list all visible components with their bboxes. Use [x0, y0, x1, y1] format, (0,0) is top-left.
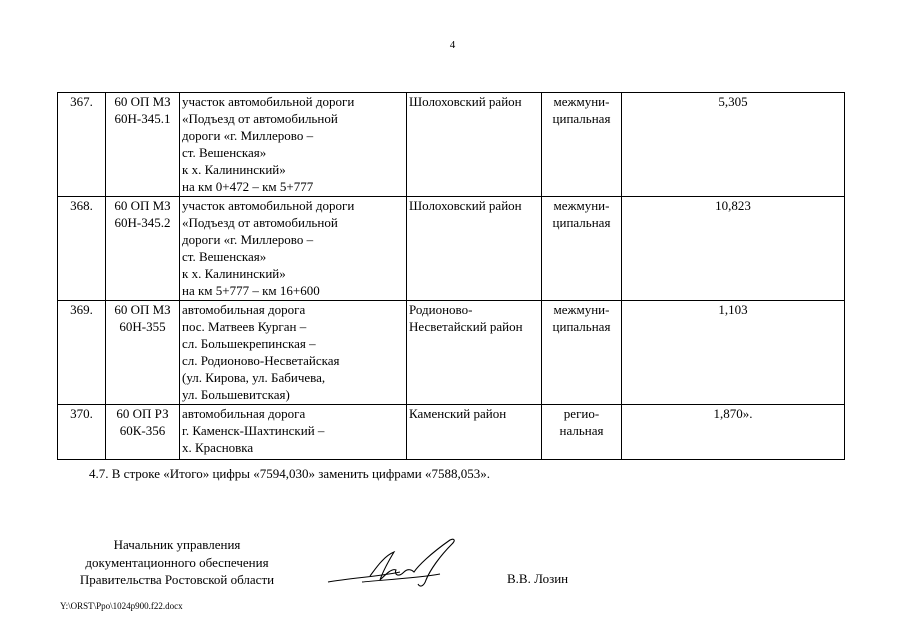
table-row — [58, 93, 845, 197]
significance: межмуни- ципальная — [542, 197, 622, 301]
district: Шолоховский район — [407, 197, 542, 301]
row-number: 369. — [58, 301, 106, 405]
district: Родионово- Несветайский район — [407, 301, 542, 405]
road-code: 60 ОП МЗ 60Н-345.1 — [106, 93, 180, 197]
row-number: 370. — [58, 405, 106, 460]
road-name: автомобильная дорога г. Каменск-Шахтинский – х. Красновка — [180, 405, 407, 460]
road-length: 1,103 — [622, 301, 845, 405]
row-number: 367. — [58, 93, 106, 197]
signer-name: В.В. Лозин — [507, 571, 569, 586]
handwritten-signature — [322, 532, 472, 594]
file-path: Y:\ORST\Ppo\1024p900.f22.docx — [60, 601, 183, 611]
road-length: 5,305 — [622, 93, 845, 197]
significance: межмуни- ципальная — [542, 93, 622, 197]
amendment-note: 4.7. В строке «Итого» цифры «7594,030» заменить цифрами «7588,053». — [89, 466, 490, 481]
road-code: 60 ОП МЗ 60Н-345.2 — [106, 197, 180, 301]
table-row — [58, 301, 845, 405]
road-name: участок автомобильной дороги «Подъезд от автомобильной дороги «г. Миллерово – ст. Вешенская» к х. Калининский» на км 0+472 – км 5+777 — [180, 93, 407, 197]
position-line: Правительства Ростовской области — [79, 572, 275, 587]
road-name: автомобильная дорога пос. Матвеев Курган – сл. Большекрепинская – сл. Родионово-Несветайская (ул. Кирова, ул. Бабичева, ул. Большевитская) — [180, 301, 407, 405]
road-name: участок автомобильной дороги «Подъезд от автомобильной дороги «г. Миллерово – ст. Вешенская» к х. Калининский» на км 5+777 – км 16+600 — [180, 197, 407, 301]
page-number: 4 — [449, 39, 456, 51]
position-line: документационного обеспечения — [85, 554, 269, 570]
significance: межмуни- ципальная — [542, 301, 622, 405]
table-row — [58, 197, 845, 301]
table-row — [58, 405, 845, 460]
road-length: 10,823 — [622, 197, 845, 301]
position-line: Начальник управления — [113, 537, 241, 552]
signer-position — [57, 536, 297, 589]
road-code: 60 ОП МЗ 60Н-355 — [106, 301, 180, 405]
district: Каменский район — [407, 405, 542, 460]
significance: регио- нальная — [542, 405, 622, 460]
roads-table — [57, 92, 845, 460]
district: Шолоховский район — [407, 93, 542, 197]
road-length: 1,870». — [622, 405, 845, 460]
row-number: 368. — [58, 197, 106, 301]
road-code: 60 ОП РЗ 60К-356 — [106, 405, 180, 460]
